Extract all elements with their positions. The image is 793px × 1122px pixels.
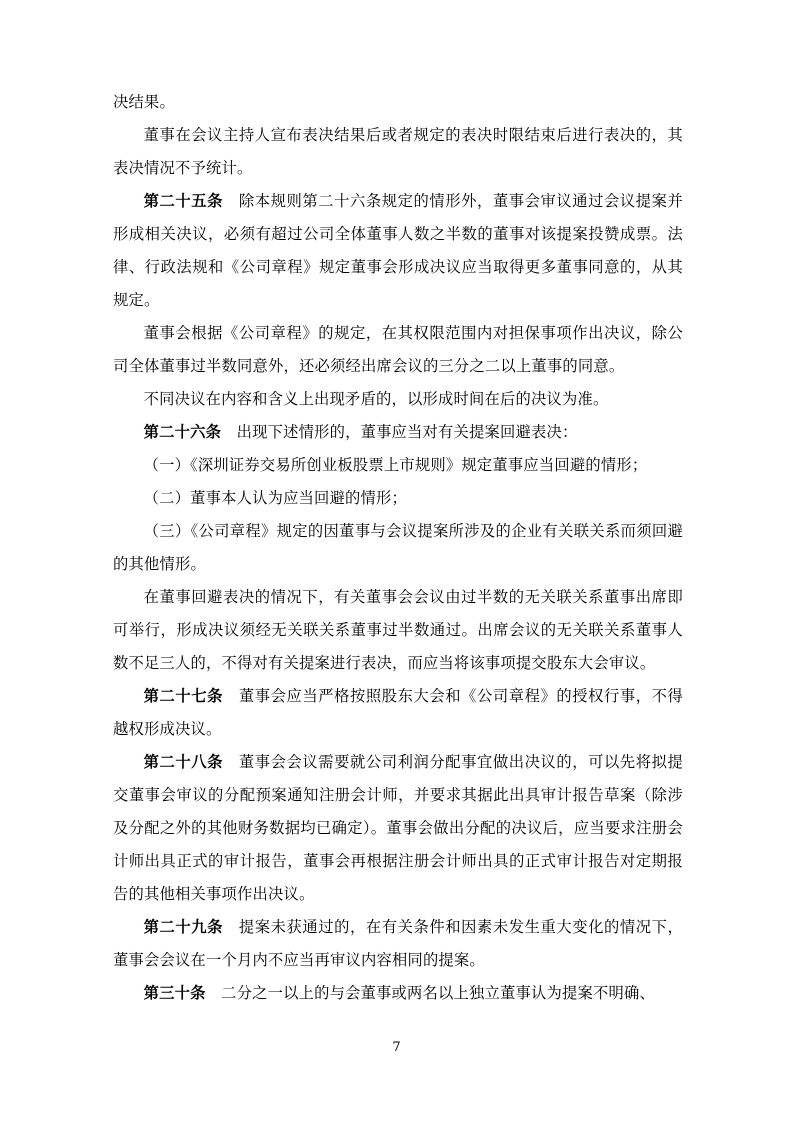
article-heading: 第二十九条	[143, 918, 223, 936]
paragraph-text: 董事会应当严格按照股东大会和《公司章程》的授权行事，不得越权形成决议。	[113, 687, 683, 738]
paragraph	[113, 911, 683, 977]
paragraph-text: 二分之一以上的与会董事或两名以上独立董事认为提案不明确、	[205, 984, 656, 1002]
paragraph-text: 决结果。	[113, 93, 175, 111]
paragraph	[113, 86, 683, 119]
paragraph-text: 董事在会议主持人宣布表决结果后或者规定的表决时限结束后进行表决的，其表决情况不予统计。	[113, 126, 683, 177]
paragraph	[113, 482, 683, 515]
paragraph	[113, 185, 683, 317]
article-heading: 第二十五条	[143, 192, 223, 210]
paragraph	[113, 317, 683, 383]
paragraph-text: （三）《公司章程》规定的因董事与会议提案所涉及的企业有关联关系而须回避的其他情形。	[113, 522, 683, 573]
paragraph-text: （一）《深圳证券交易所创业板股票上市规则》规定董事应当回避的情形；	[143, 456, 648, 474]
page-number: 7	[392, 1040, 401, 1055]
paragraph-text: （二）董事本人认为应当回避的情形；	[143, 489, 408, 507]
article-heading: 第二十八条	[143, 753, 223, 771]
paragraph-text: 董事会根据《公司章程》的规定，在其权限范围内对担保事项作出决议，除公司全体董事过半数同意外，还必须经出席会议的三分之二以上董事的同意。	[113, 324, 683, 375]
paragraph-text: 不同决议在内容和含义上出现矛盾的，以形成时间在后的决议为准。	[143, 390, 609, 408]
paragraph	[113, 977, 683, 1010]
paragraph-text: 除本规则第二十六条规定的情形外，董事会审议通过会议提案并形成相关决议，必须有超过公司全体董事人数之半数的董事对该提案投赞成票。法律、行政法规和《公司章程》规定董事会形成决议应当取得更多董事同意的，从其规定。	[113, 192, 683, 309]
paragraph	[113, 449, 683, 482]
paragraph	[113, 119, 683, 185]
paragraph	[113, 746, 683, 911]
paragraph-text: 在董事回避表决的情况下，有关董事会会议由过半数的无关联关系董事出席即可举行，形成决议须经无关联关系董事过半数通过。出席会议的无关联关系董事人数不足三人的，不得对有关提案进行表决，而应当将该事项提交股东大会审议。	[113, 588, 683, 672]
document-body	[113, 86, 683, 1010]
paragraph-text: 董事会会议需要就公司利润分配事宜做出决议的，可以先将拟提交董事会审议的分配预案通知注册会计师，并要求其据此出具审计报告草案（除涉及分配之外的其他财务数据均已确定）。董事会做出分配的决议后，应当要求注册会计师出具正式的审计报告，董事会再根据注册会计师出具的正式审计报告对定期报告的其他相关事项作出决议。	[113, 753, 683, 903]
article-heading: 第二十七条	[143, 687, 223, 705]
article-heading: 第三十条	[143, 984, 206, 1002]
article-heading: 第二十六条	[143, 423, 222, 441]
paragraph	[113, 680, 683, 746]
paragraph-text: 提案未获通过的，在有关条件和因素未发生重大变化的情况下，董事会会议在一个月内不应当再审议内容相同的提案。	[113, 918, 683, 969]
paragraph	[113, 416, 683, 449]
paragraph-text: 出现下述情形的，董事应当对有关提案回避表决：	[221, 423, 578, 441]
paragraph	[113, 581, 683, 680]
paragraph	[113, 515, 683, 581]
paragraph	[113, 383, 683, 416]
